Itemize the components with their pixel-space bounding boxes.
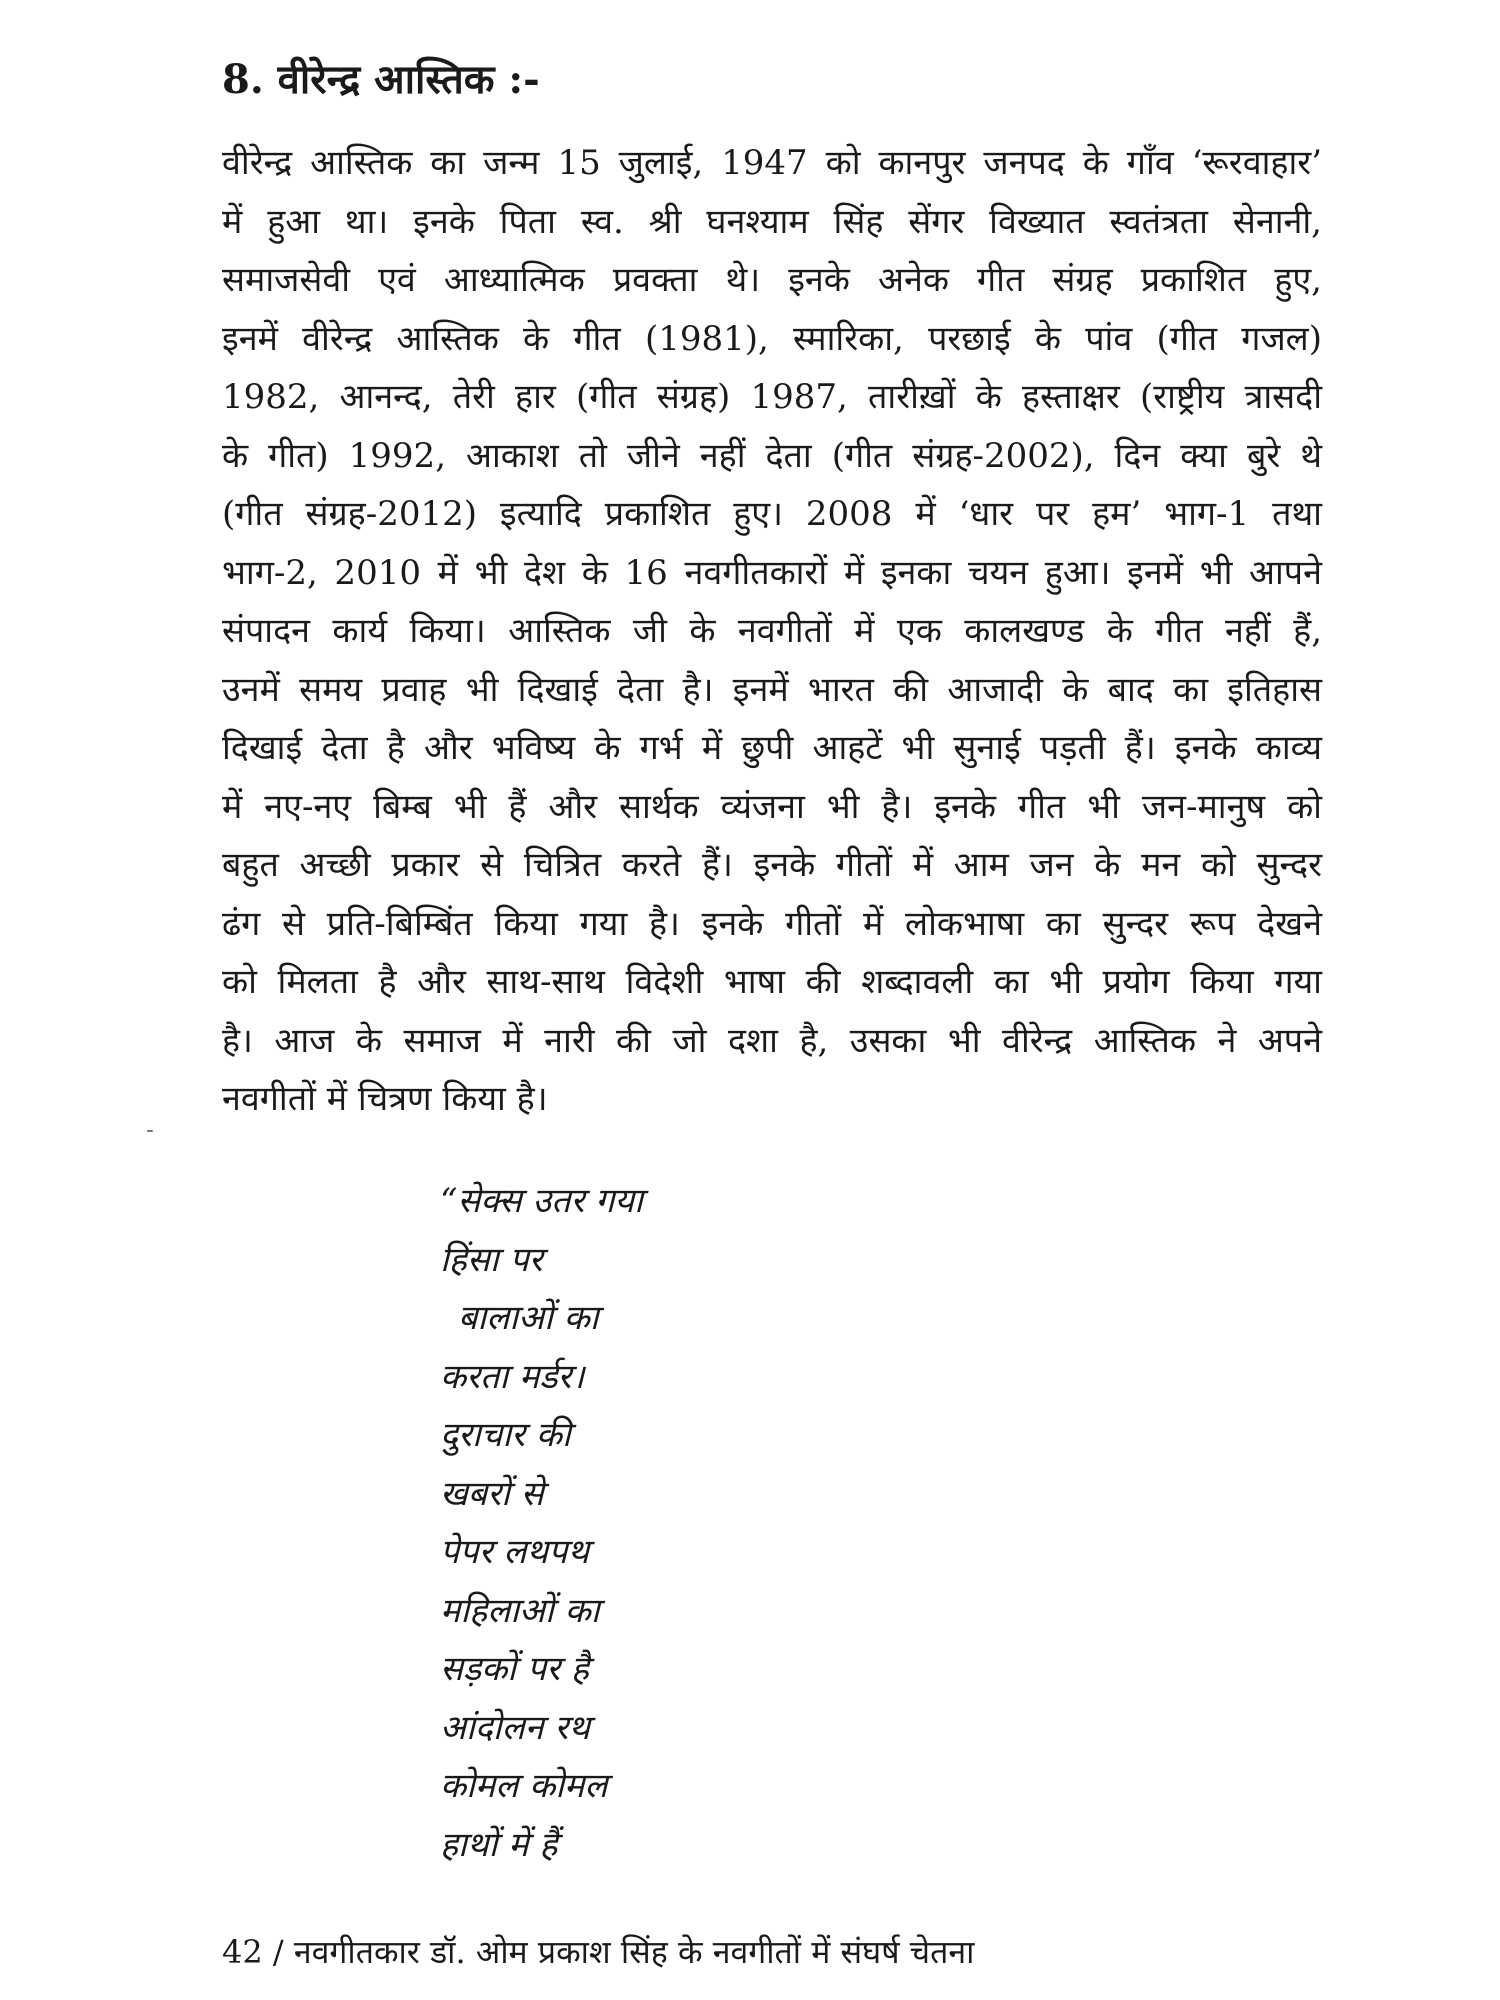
poem-line: महिलाओं का [440, 1590, 600, 1631]
poem-line: हिंसा पर [440, 1239, 543, 1280]
paragraph-line: भाग-2, 2010 में भी देश के 16 नवगीतकारों में इनका चयन हुआ। इनमें भी आपने [222, 552, 1322, 593]
poem-line: “सेक्स उतर गया [440, 1181, 643, 1221]
paragraph-line: इनमें वीरेन्द्र आस्तिक के गीत (1981), स्मारिका, परछाई के पांव (गीत गजल) [222, 318, 1322, 359]
paragraph-line: के गीत) 1992, आकाश तो जीने नहीं देता (गीत संग्रह-2002), दिन क्या बुरे थे [222, 435, 1322, 476]
poem-line: करता मर्डर। [440, 1356, 585, 1397]
poem-line: कोमल कोमल [440, 1766, 608, 1806]
paragraph-line: 1982, आनन्द, तेरी हार (गीत संग्रह) 1987, तारीख़ों के हस्ताक्षर (राष्ट्रीय त्रासदी [222, 377, 1322, 417]
poem-line: पेपर लथपथ [440, 1532, 590, 1572]
paragraph-line: दिखाई देता है और भविष्य के गर्भ में छुपी आहटें भी सुनाई पड़ती हैं। इनके काव्य [222, 728, 1322, 768]
paragraph-line: वीरेन्द्र आस्तिक का जन्म 15 जुलाई, 1947 को कानपुर जनपद के गाँव ‘रूरवाहार’ [222, 143, 1322, 183]
paragraph-line: नवगीतों में चित्रण किया है। [222, 1079, 548, 1119]
poem-line: बालाओं का [458, 1298, 599, 1338]
poem-line: आंदोलन रथ [440, 1707, 590, 1748]
poem-line: खबरों से [440, 1473, 544, 1514]
paragraph-line: है। आज के समाज में नारी की जो दशा है, उसका भी वीरेन्द्र आस्तिक ने अपने [222, 1020, 1322, 1061]
paragraph-line: को मिलता है और साथ-साथ विदेशी भाषा की शब्दावली का भी प्रयोग किया गया [222, 962, 1322, 1002]
poem-excerpt [440, 1172, 1140, 1874]
poem-line: दुराचार की [440, 1415, 571, 1455]
scan-speck [147, 1130, 153, 1132]
paragraph-line: समाजसेवी एवं आध्यात्मिक प्रवक्ता थे। इनके अनेक गीत संग्रह प्रकाशित हुए, [222, 260, 1322, 300]
section-heading: 8. वीरेन्द्र आस्तिक :- [222, 56, 540, 103]
body-paragraph [222, 134, 1322, 1129]
paragraph-line: (गीत संग्रह-2012) इत्यादि प्रकाशित हुए। 2008 में ‘धार पर हम’ भाग-1 तथा [222, 494, 1322, 534]
poem-line: हाथों में हैं [440, 1824, 558, 1865]
page-footer: 42 / नवगीतकार डॉ. ओम प्रकाश सिंह के नवगीतों में संघर्ष चेतना [222, 1933, 975, 1971]
paragraph-line: ढंग से प्रति-बिम्बिंत किया गया है। इनके गीतों में लोकभाषा का सुन्दर रूप देखने [222, 903, 1322, 944]
paragraph-line: में नए-नए बिम्ब भी हैं और सार्थक व्यंजना भी है। इनके गीत भी जन-मानुष को [222, 786, 1322, 827]
paragraph-line: में हुआ था। इनके पिता स्व. श्री घनश्याम सिंह सेंगर विख्यात स्वतंत्रता सेनानी, [222, 201, 1322, 242]
paragraph-line: संपादन कार्य किया। आस्तिक जी के नवगीतों में एक कालखण्ड के गीत नहीं हैं, [222, 611, 1322, 651]
paragraph-line: उनमें समय प्रवाह भी दिखाई देता है। इनमें भारत की आजादी के बाद का इतिहास [222, 669, 1322, 710]
paragraph-line: बहुत अच्छी प्रकार से चित्रित करते हैं। इनके गीतों में आम जन के मन को सुन्दर [222, 845, 1322, 885]
poem-line: सड़कों पर है [440, 1649, 589, 1689]
